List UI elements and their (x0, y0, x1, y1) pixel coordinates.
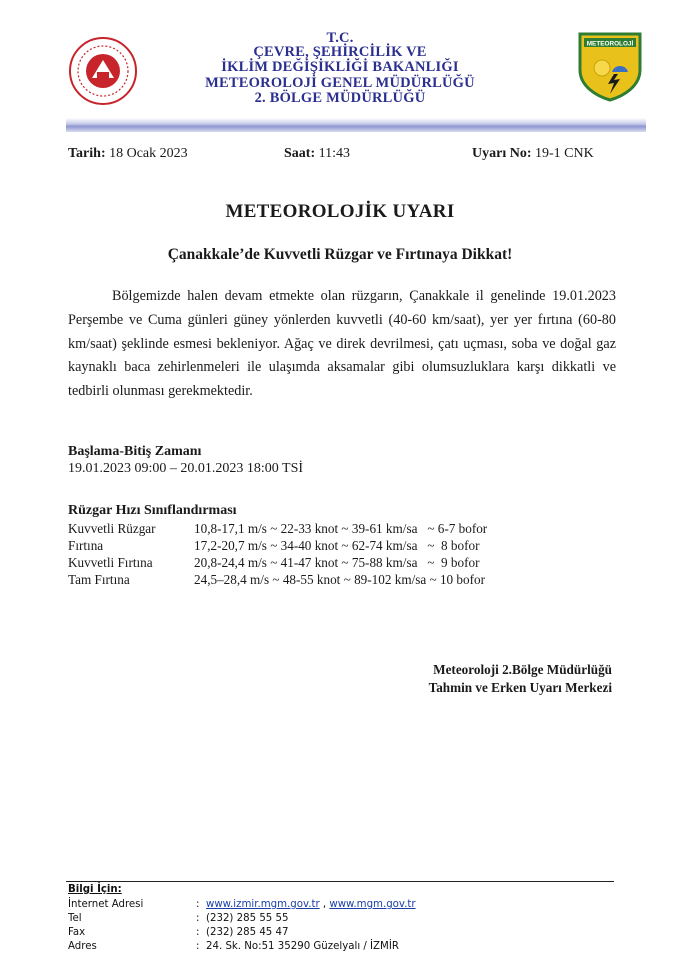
time-field (284, 146, 350, 162)
footer-fax-label: Fax (68, 927, 86, 938)
footer-tel-value: (232) 285 55 55 (206, 913, 289, 924)
table-row (68, 521, 608, 538)
header-region: 2. BÖLGE MÜDÜRLÜĞÜ (254, 90, 426, 106)
footer-web-colon: : (196, 899, 200, 910)
wind-class-name: Tam Fırtına (68, 572, 130, 587)
warning-body (68, 285, 616, 404)
warning-number-field (472, 146, 594, 162)
time-value: 11:43 (318, 146, 350, 161)
footer-tel-colon: : (196, 913, 200, 924)
date-field (68, 146, 188, 162)
wind-classification-table (68, 521, 608, 589)
warning-number-value: 19-1 CNK (535, 146, 594, 161)
header-tc: T.C. (326, 30, 354, 46)
footer-tel-label: Tel (68, 913, 82, 924)
table-row (68, 538, 608, 555)
meteorology-shield-logo (578, 32, 642, 102)
footer-web-label: İnternet Adresi (68, 899, 144, 910)
footer-address-label: Adres (68, 941, 97, 952)
wind-class-value: 17,2-20,7 m/s ~ 34-40 knot ~ 62-74 km/sa ~ 8 bofor (194, 538, 480, 553)
table-row (68, 572, 608, 589)
izmir-mgm-link[interactable]: www.izmir.mgm.gov.tr (206, 899, 320, 910)
footer-link-separator: , (319, 899, 330, 910)
date-label: Tarih: (68, 146, 106, 161)
warning-number-label: Uyarı No: (472, 146, 532, 161)
table-row (68, 555, 608, 572)
signature-line2: Tahmin ve Erken Uyarı Merkezi (428, 680, 612, 695)
document-subtitle: Çanakkale’de Kuvvetli Rüzgar ve Fırtınaya Dikkat! (167, 246, 513, 263)
wind-class-value: 10,8-17,1 m/s ~ 22-33 knot ~ 39-61 km/sa ~ 6-7 bofor (194, 521, 488, 536)
document-title: METEOROLOJİK UYARI (225, 201, 455, 222)
header-ministry-line1: ÇEVRE, ŞEHİRCİLİK VE (253, 44, 427, 60)
header-divider (66, 118, 646, 132)
wind-class-name: Kuvvetli Fırtına (68, 555, 153, 570)
header-directorate: METEOROLOJİ GENEL MÜDÜRLÜĞÜ (205, 75, 475, 91)
warning-body-text: Bölgemizde halen devam etmekte olan rüzgarın, Çanakkale il genelinde 19.01.2023 Perşembe ve Cuma günleri güney yönlerden kuvvetli (40-60 km/saat), yer yer fırtına (60-80 km/saat) şeklinde esmesi bekleniyor. Ağaç ve direk devrilmesi, çatı uçması, soba ve doğal gaz kaynaklı baca zehirlenmeleri ile ulaşımda aksamalar gibi olumsuzluklara karşı dikkatli ve tedbirli olunması gerekmektedir. (68, 288, 616, 400)
wind-class-value: 20,8-24,4 m/s ~ 41-47 knot ~ 75-88 km/sa ~ 9 bofor (194, 555, 480, 570)
footer-title: Bilgi İçin: (68, 884, 122, 895)
date-value: 18 Ocak 2023 (109, 146, 188, 161)
footer-fax-colon: : (196, 927, 200, 938)
wind-class-value: 24,5–28,4 m/s ~ 48-55 knot ~ 89-102 km/sa ~ 10 bofor (194, 572, 486, 587)
wind-class-name: Kuvvetli Rüzgar (68, 521, 156, 536)
wind-classification-label: Rüzgar Hızı Sınıflandırması (68, 503, 237, 518)
footer-address-value: 24. Sk. No:51 35290 Güzelyalı / İZMİR (206, 941, 399, 952)
shield-logo-text: METEOROLOJİ (586, 40, 634, 48)
footer-fax-value: (232) 285 45 47 (206, 927, 289, 938)
time-label: Saat: (284, 146, 316, 161)
period-value: 19.01.2023 09:00 – 20.01.2023 18:00 TSİ (68, 461, 304, 476)
mgm-link[interactable]: www.mgm.gov.tr (329, 899, 416, 910)
header-ministry-line2: İKLİM DEĞİŞİKLİĞİ BAKANLIĞI (221, 59, 459, 75)
footer-address-colon: : (196, 941, 200, 952)
footer-web-links (206, 899, 416, 910)
wind-class-name: Fırtına (68, 538, 104, 553)
period-label: Başlama-Bitiş Zamanı (68, 444, 202, 459)
footer-divider (66, 881, 614, 882)
signature-line1: Meteoroloji 2.Bölge Müdürlüğü (433, 662, 612, 677)
